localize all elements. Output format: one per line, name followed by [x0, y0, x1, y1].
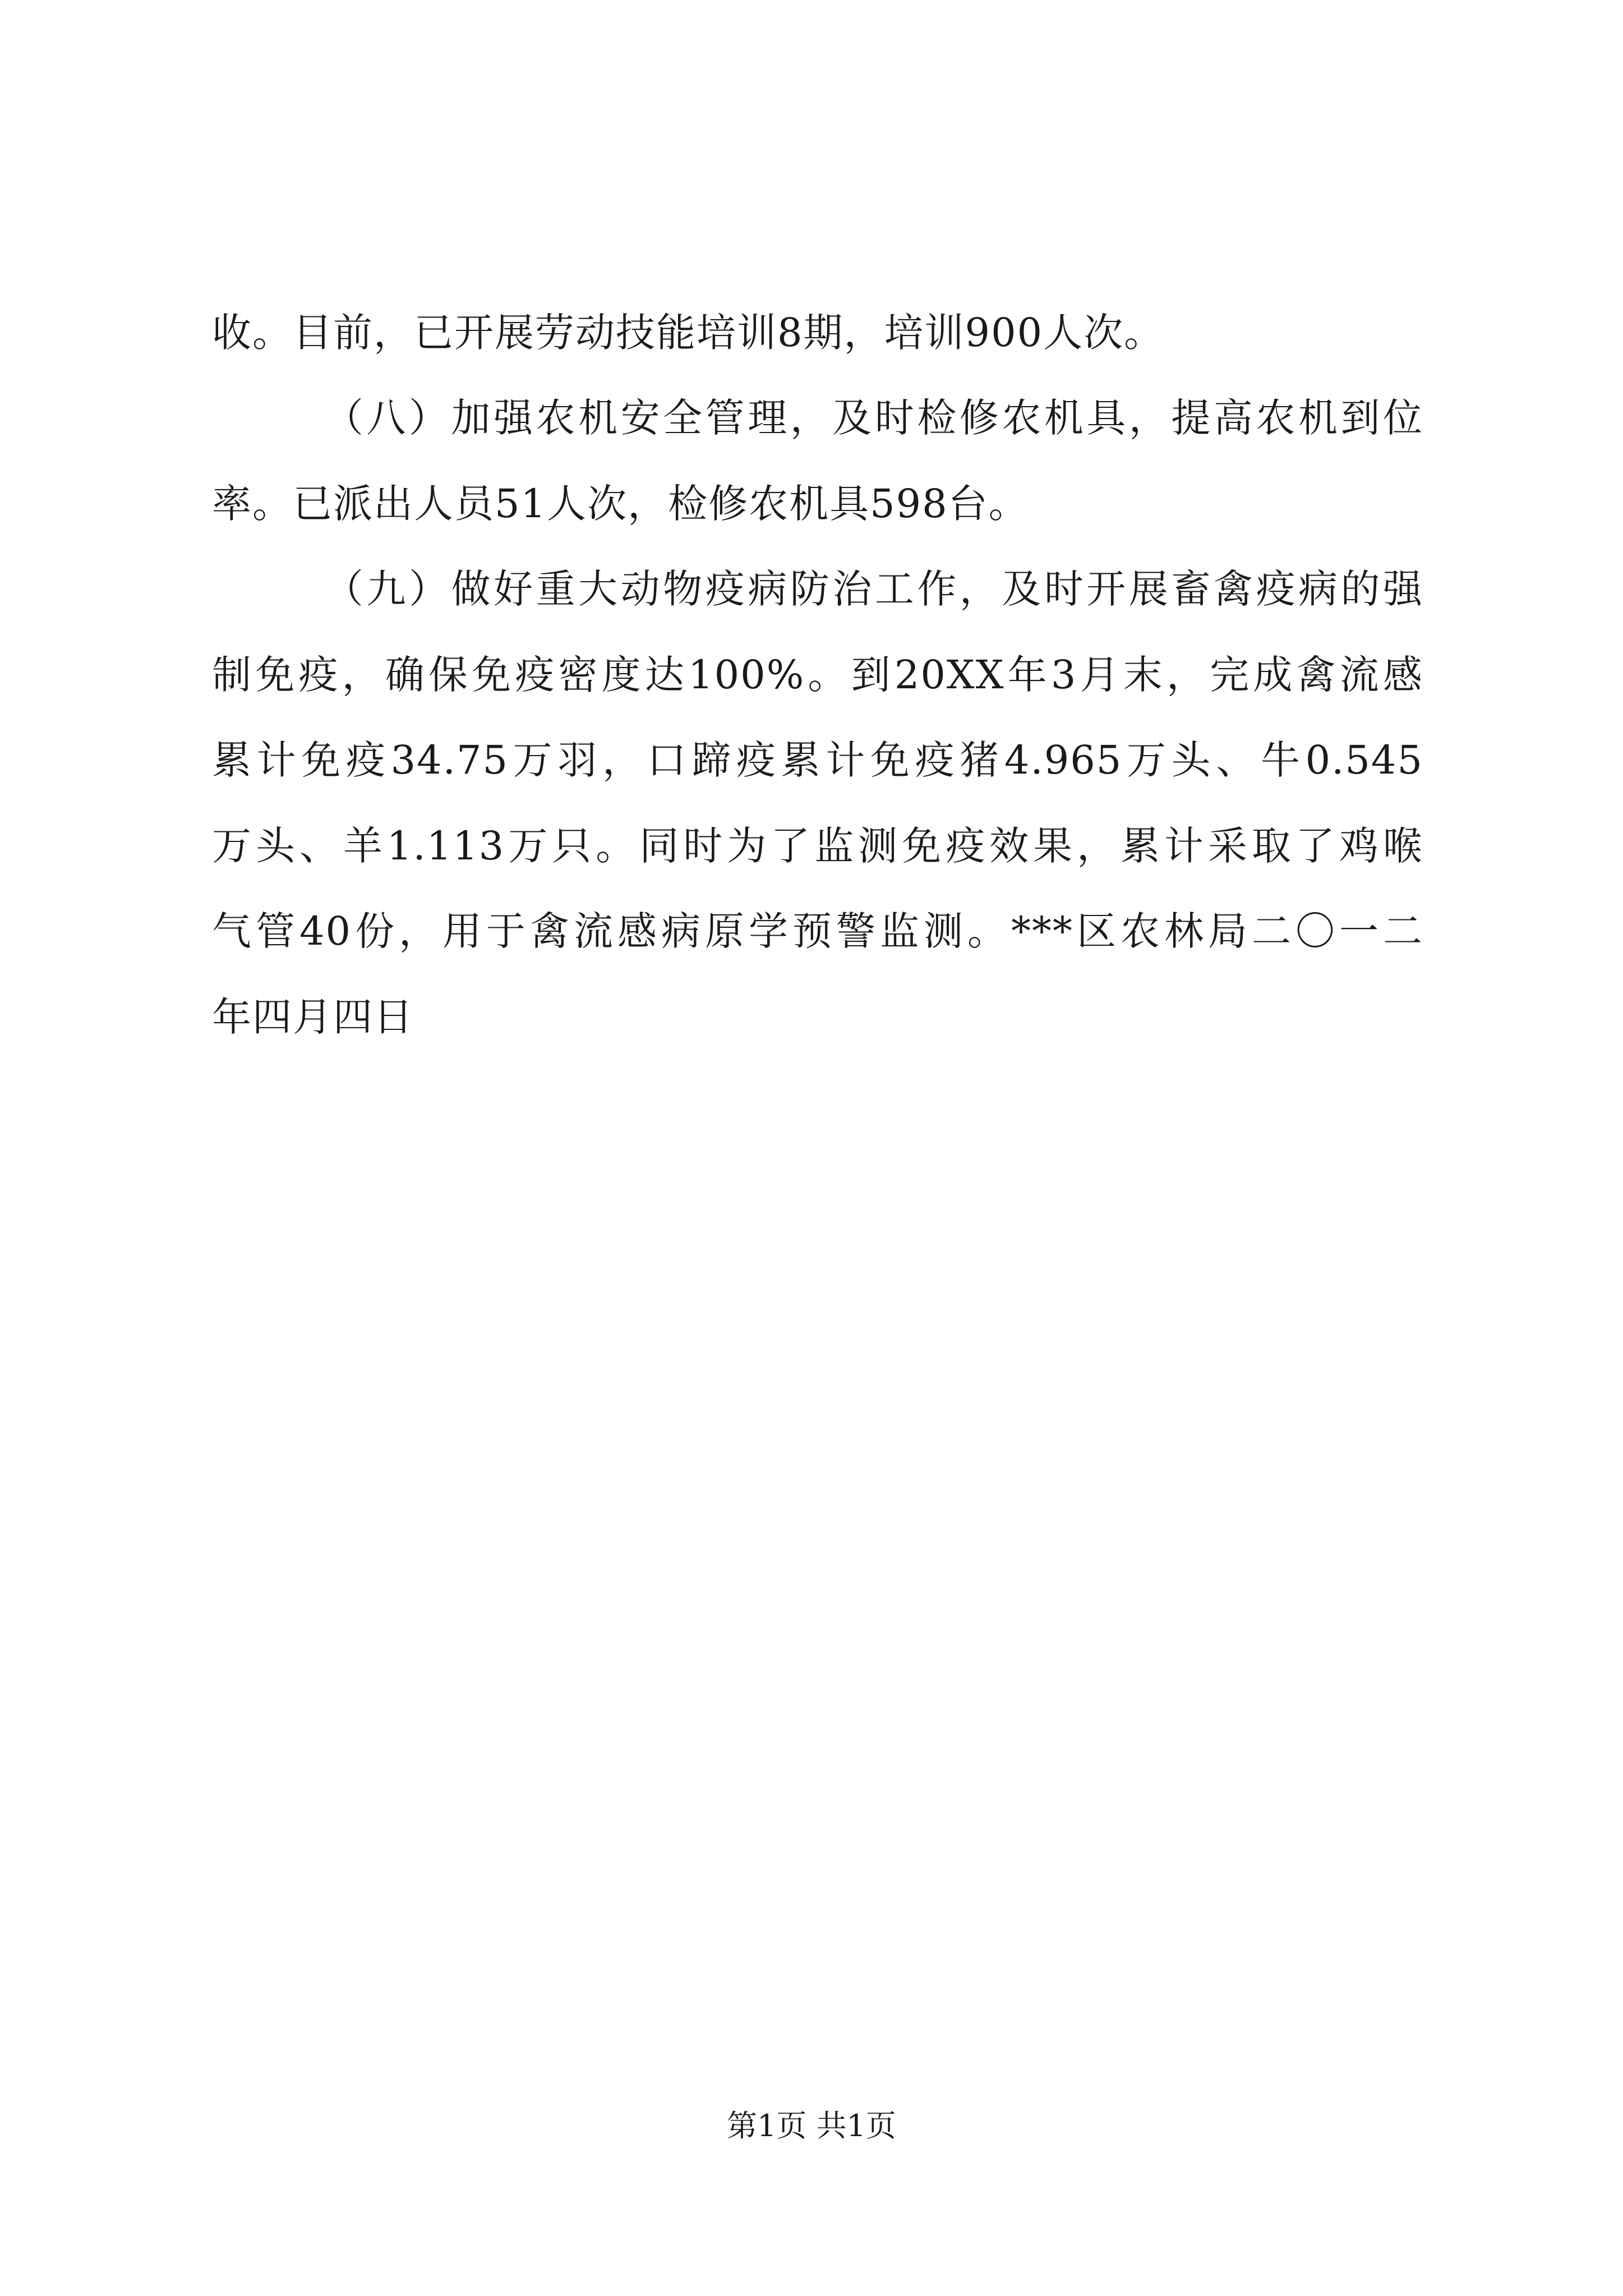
paragraph-line-7: 万头、羊1.113万只。同时为了监测免疫效果，累计采取了鸡喉	[212, 823, 1423, 869]
paragraph-line-8: 气管40份，用于禽流感病原学预警监测。***区农林局二〇一二	[212, 908, 1423, 954]
paragraph-line-2: （八）加强农机安全管理，及时检修农机具，提高农机到位	[324, 395, 1423, 441]
paragraph-line-3: 率。已派出人员51人次，检修农机具598台。	[212, 481, 1029, 527]
page-number-footer: 第1页 共1页	[727, 2108, 896, 2143]
paragraph-line-1: 收。目前，已开展劳动技能培训8期，培训900人次。	[212, 310, 1165, 356]
paragraph-line-5: 制免疫，确保免疫密度达100%。到20XX年3月末，完成禽流感	[212, 652, 1423, 698]
paragraph-line-9: 年四月四日	[212, 994, 414, 1040]
paragraph-line-4: （九）做好重大动物疫病防治工作，及时开展畜禽疫病的强	[324, 566, 1423, 612]
paragraph-line-6: 累计免疫34.75万羽，口蹄疫累计免疫猪4.965万头、牛0.545	[212, 737, 1423, 783]
